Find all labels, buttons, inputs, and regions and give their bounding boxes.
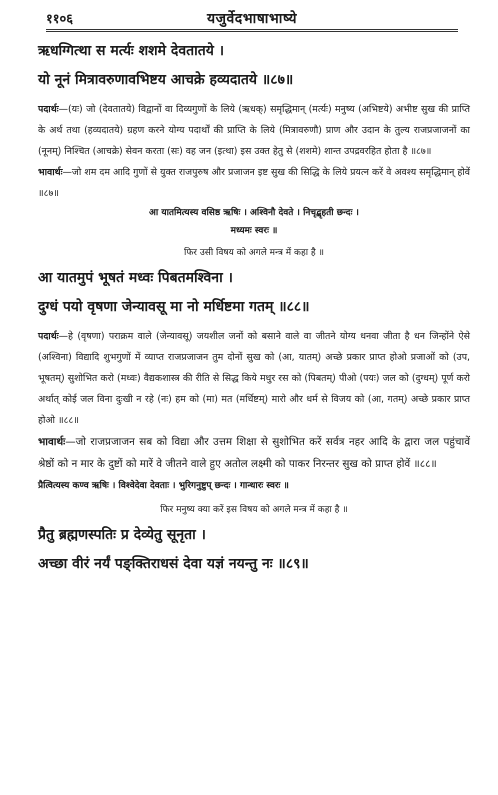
bhavartha-88-lead: भावार्थः	[38, 436, 66, 448]
header-rule	[46, 29, 458, 32]
rishi-line-88: आ यातमित्यस्य वसिष्ठ ऋषिः । अश्विनौ देवते । निचृद्बृहती छन्दः ।	[149, 208, 359, 218]
intro-line-89: फिर मनुष्य क्या करें इस विषय को अगले मन्त्र में कहा है ॥	[160, 505, 348, 515]
bhavartha-87	[38, 162, 470, 204]
svara-line-88: मध्यमः स्वरः ॥	[230, 226, 278, 236]
padartha-87	[38, 99, 470, 162]
page-header	[20, 0, 484, 30]
mantra-87-line-1: ऋधग्गित्था स मर्त्यः शशमे देवतातये ।	[38, 43, 225, 59]
padartha-87-lead: पदार्थः	[38, 104, 59, 115]
bhavartha-88-text: —जो राजप्रजाजन सब को विद्या और उत्तम शिक्षा से सुशोभित करें सर्वत्र नहर आदि के द्वारा जल पहुंचावें श्रेष्ठों को न मार के दुष्टों को मारें वे जीतने वाले हुए अतोल लक्ष्मी को पाकर निरन्तर सुख को प्राप्त होवें ॥८८॥	[38, 436, 470, 470]
mantra-89-line-2: अच्छा वीरं नर्यं पङ्क्तिराधसं देवा यज्ञं नयन्तु नः ॥८९॥	[38, 556, 309, 572]
mantra-88-line-2: दुग्धं पयो वृषणा जेन्यावसू मा नो मर्धिष्टमा गतम् ॥८८॥	[38, 299, 310, 315]
mantra-88-line-1: आ यातमुपं भूषतं मध्वः पिबतमश्विना ।	[38, 270, 233, 286]
padartha-88-lead: पदार्थः	[38, 331, 59, 342]
bhavartha-88	[38, 431, 470, 475]
rishi-line-89: प्रैत्वित्यस्य कण्व ऋषिः । विश्वेदेवा देवताः । भुरिगनुष्टुप् छन्दः । गान्धारः स्वरः ॥	[38, 481, 289, 491]
bhavartha-87-text: —जो शम दम आदि गुणों से युक्त राजपुरुष और प्रजाजन इष्ट सुख की सिद्धि के लिये प्रयत्न करें वे अवश्य समृद्धिमान् होवें ॥८७॥	[38, 167, 470, 199]
page-number: ११०६	[46, 12, 74, 27]
bhavartha-87-lead: भावार्थः	[38, 167, 63, 178]
running-title: यजुर्वेदभाषाभाष्ये	[207, 11, 297, 27]
padartha-87-text: —(यः) जो (देवतातये) विद्वानों वा दिव्यगुणों के लिये (ऋधक्) समृद्धिमान् (मर्त्यः) मनुष्य (अभिष्टये) अभीष्ट सुख की प्राप्ति के अर्थ तथा (हव्यदातये) ग्रहण करने योग्य पदार्थों की प्राप्ति के लिये (मित्रावरुणौ) प्राण और उदान के तुल्य राजप्रजाजनों का (नूनम्) निश्चित (आचक्रे) सेवन करता (सः) वह जन (इत्था) इस उक्त हेतु से (शशमे) शान्त उपद्रवरहित होता है ॥८७॥	[38, 104, 470, 157]
intro-line-88: फिर उसी विषय को अगले मन्त्र में कहा है ॥	[184, 248, 324, 258]
padartha-88	[38, 326, 470, 431]
mantra-87-line-2: यो नूनं मित्रावरुणावभिष्टय आचक्रे हव्यदातये ॥८७॥	[38, 72, 294, 88]
mantra-89-line-1: प्रैतु ब्रह्मणस्पतिः प्र देव्येतु सूनृता ।	[38, 527, 206, 543]
padartha-88-text: —हे (वृषणा) पराक्रम वाले (जेन्यावसू) जयशील जनों को बसाने वाले वा जीतने योग्य धनवा जीता है धन जिन्होंने ऐसे (अश्विना) विद्यादि शुभगुणों में व्याप्त राजप्रजाजन तुम दोनों सुख को (आ, यातम्) अच्छे प्रकार प्राप्त होओ प्रजाओं को (उप, भूषतम्) सुशोभित करो (मध्वः) वैद्यकशास्त्र की रीति से सिद्ध किये मधुर रस को (पिबतम्) पीओ (पयः) जल को (दुग्धम्) पूर्ण करो अर्थात् कोई जल विना दुःखी न रहे (नः) हम को (मा) मत (मर्धिष्टम्) मारो और धर्म से विजय को (आ, गतम्) अच्छे प्रकार प्राप्त होओ ॥८८॥	[38, 331, 470, 426]
